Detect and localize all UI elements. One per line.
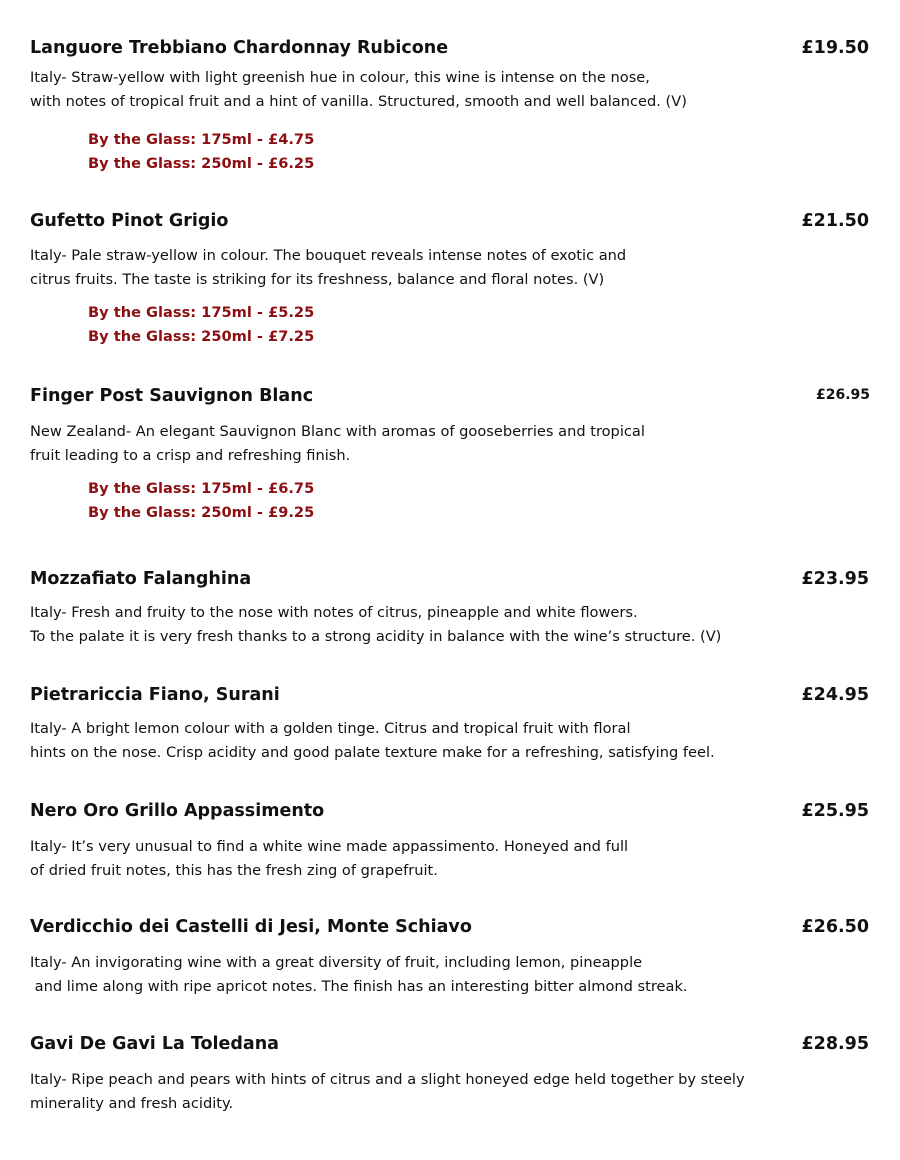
glass-price-250ml: By the Glass: 250ml - £6.25 — [88, 155, 315, 172]
wine-price: £19.50 — [801, 38, 869, 58]
wine-description — [30, 1068, 830, 1116]
description-line: minerality and fresh acidity. — [30, 1095, 234, 1112]
glass-price-175ml: By the Glass: 175ml - £6.75 — [88, 480, 315, 497]
wine-price: £28.95 — [801, 1034, 869, 1054]
wine-price: £26.50 — [801, 917, 869, 937]
wine-price: £26.95 — [815, 387, 870, 403]
wine-description — [30, 601, 830, 649]
wine-name: Languore Trebbiano Chardonnay Rubicone — [30, 38, 449, 58]
description-line: New Zealand- An elegant Sauvignon Blanc with aromas of gooseberries and tropical — [30, 423, 645, 440]
glass-price-175ml: By the Glass: 175ml - £4.75 — [88, 131, 315, 148]
description-line: Italy- An invigorating wine with a great diversity of fruit, including lemon, pineapple — [30, 954, 643, 971]
wine-description — [30, 66, 830, 114]
wine-name: Gavi De Gavi La Toledana — [30, 1034, 279, 1054]
description-line: with notes of tropical fruit and a hint of vanilla. Structured, smooth and well balanced. (V) — [30, 93, 687, 110]
wine-name: Nero Oro Grillo Appassimento — [30, 801, 325, 821]
description-line: Italy- Ripe peach and pears with hints of citrus and a slight honeyed edge held together by steely — [30, 1071, 745, 1088]
wine-description — [30, 244, 830, 292]
description-line: Italy- Pale straw-yellow in colour. The bouquet reveals intense notes of exotic and — [30, 247, 627, 264]
wine-price: £23.95 — [801, 569, 869, 589]
description-line: and lime along with ripe apricot notes. The finish has an interesting bitter almond streak. — [30, 978, 688, 995]
wine-name: Finger Post Sauvignon Blanc — [30, 386, 314, 406]
description-line: To the palate it is very fresh thanks to a strong acidity in balance with the wine’s structure. (V) — [30, 628, 722, 645]
wine-description — [30, 835, 830, 883]
glass-prices — [88, 128, 314, 176]
glass-prices — [88, 477, 314, 525]
wine-name: Mozzafiato Falanghina — [30, 569, 252, 589]
description-line: hints on the nose. Crisp acidity and good palate texture make for a refreshing, satisfying feel. — [30, 744, 715, 761]
wine-price: £25.95 — [801, 801, 869, 821]
description-line: fruit leading to a crisp and refreshing finish. — [30, 447, 351, 464]
glass-price-250ml: By the Glass: 250ml - £9.25 — [88, 504, 315, 521]
wine-price: £24.95 — [801, 685, 869, 705]
wine-price: £21.50 — [801, 211, 869, 231]
wine-name: Pietrariccia Fiano, Surani — [30, 685, 280, 705]
glass-prices — [88, 301, 314, 349]
description-line: Italy- It’s very unusual to find a white wine made appassimento. Honeyed and full — [30, 838, 629, 855]
glass-price-175ml: By the Glass: 175ml - £5.25 — [88, 304, 315, 321]
description-line: citrus fruits. The taste is striking for its freshness, balance and floral notes. (V) — [30, 271, 605, 288]
wine-description — [30, 420, 830, 468]
description-line: Italy- A bright lemon colour with a golden tinge. Citrus and tropical fruit with floral — [30, 720, 631, 737]
glass-price-250ml: By the Glass: 250ml - £7.25 — [88, 328, 315, 345]
wine-description — [30, 717, 830, 765]
description-line: Italy- Straw-yellow with light greenish hue in colour, this wine is intense on the nose, — [30, 69, 650, 86]
wine-name: Gufetto Pinot Grigio — [30, 211, 229, 231]
description-line: Italy- Fresh and fruity to the nose with notes of citrus, pineapple and white flowers. — [30, 604, 638, 621]
wine-description — [30, 951, 830, 999]
description-line: of dried fruit notes, this has the fresh zing of grapefruit. — [30, 862, 438, 879]
wine-name: Verdicchio dei Castelli di Jesi, Monte Schiavo — [30, 917, 472, 937]
